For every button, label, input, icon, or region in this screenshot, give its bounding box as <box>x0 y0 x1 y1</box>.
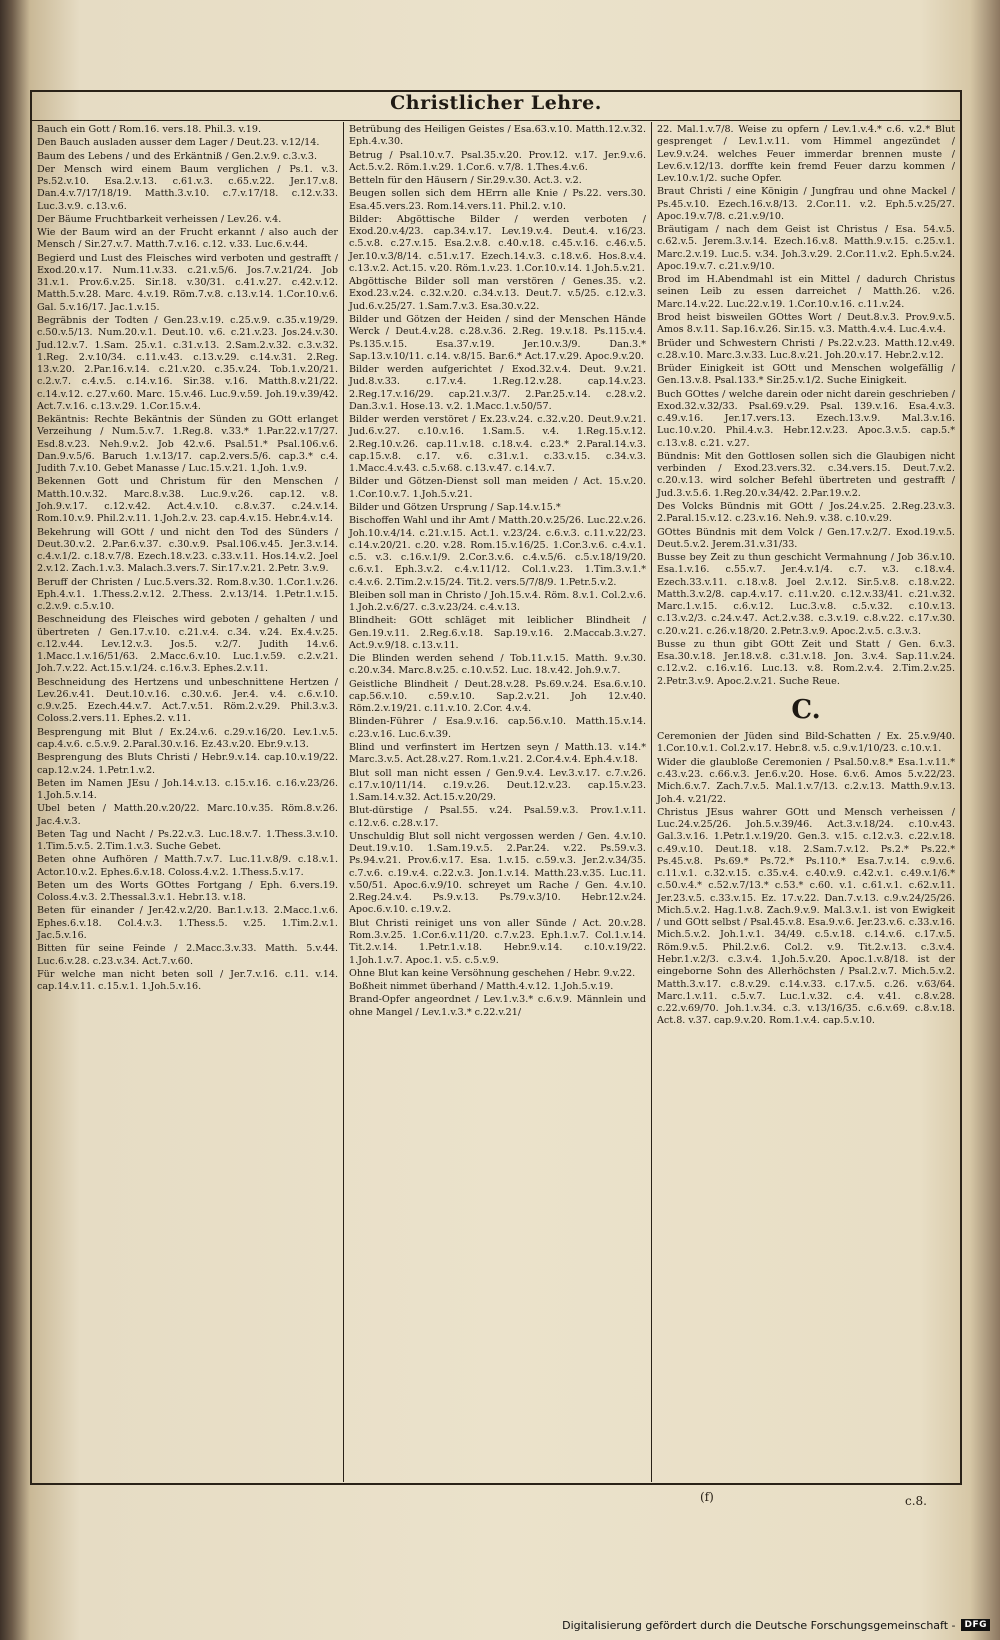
index-entry: Beten ohne Aufhören / Matth.7.v.7. Luc.11.v.8/9. c.18.v.1. Actor.10.v.2. Ephes.6.v.18. Coloss.4.v.2. 1.Thess.5.v.17. <box>37 854 338 878</box>
index-entry: Baum des Lebens / und des Erkäntniß / Gen.2.v.9. c.3.v.3. <box>37 150 317 162</box>
index-entry: Buch GOttes / welche darein oder nicht darein geschrieben / Exod.32.v.32/33. Psal.69.v.29. Psal. 139.v.16. Esa.4.v.3. c.49.v.16. Jer.17.vers.13. Ezech.13.v.9. Mal.3.v.16. Luc.10.v.20. Phil.4.v.3. Hebr.12.v.23. Apoc.3.v.5. cap.5.* c.13.v.8. c.21. v.27. <box>657 388 955 449</box>
index-entry: Braut Christi / eine Königin / Jungfrau und ohne Mackel / Ps.45.v.10. Ezech.16.v.8/13. 2.Cor.11. v.2. Eph.5.v.25/27. Apoc.19.v.7/8. c.21.v.9/10. <box>657 186 955 222</box>
signature-mark: (f) <box>700 1490 714 1504</box>
index-entry: Busse zu thun gibt GOtt Zeit und Statt / Gen. 6.v.3. Esa.30.v.18. Jer.18.v.8. c.31.v.18. Jon. 3.v.4. Sap.11.v.24. c.12.v.2. c.16.v.16. Luc.13. v.8. Rom.2.v.4. 2.Tim.2.v.25. 2.Petr.3.v.9. Apoc.2.v.21. Suche Reue. <box>657 638 955 687</box>
index-entry: Betrug / Psal.10.v.7. Psal.35.v.20. Prov.12. v.17. Jer.9.v.6. Act.5.v.2. Röm.1.v.29. 1.Cor.6. v.7/8. 1.Thes.4.v.6. <box>349 149 646 173</box>
index-entry: Der Bäume Fruchtbarkeit verheissen / Lev.26. v.4. <box>37 213 282 225</box>
index-entry: Bekäntnis: Rechte Bekäntnis der Sünden zu GOtt erlanget Verzeihung / Num.5.v.7. 1.Reg.8. v.33.* 1.Par.22.v.17/27. Esd.8.v.23. Neh.9.v.2. Job 42.v.6. Psal.51.* Psal.106.v.6. Dan.9.v.5/6. Baruch 1.v.13/17. cap.2.vers.5/6. cap.3.* c.4. Judith 7.v.10. Gebet Manasse / Luc.15.v.21. 1.Joh. 1.v.9. <box>37 414 338 475</box>
index-entry: Blut Christi reiniget uns von aller Sünde / Act. 20.v.28. Rom.3.v.25. 1.Cor.6.v.11/20. c.7.v.23. Eph.1.v.7. Col.1.v.14. Tit.2.v.14. 1.Petr.1.v.18. Hebr.9.v.14. c.10.v.19/22. 1.Joh.1.v.7. Apoc.1. v.5. c.5.v.9. <box>349 917 646 966</box>
index-entry: Brod im H.Abendmahl ist ein Mittel / dadurch Christus seinen Leib zu essen darreichet / Matth.26. v.26. Marc.14.v.22. Luc.22.v.19. 1.Cor.10.v.16. c.11.v.24. <box>657 274 955 310</box>
index-entry: Geistliche Blindheit / Deut.28.v.28. Ps.69.v.24. Esa.6.v.10. cap.56.v.10. c.59.v.10. Sap.2.v.21. Joh 12.v.40. Röm.2.v.19/21. c.11.v.10. 2.Cor. 4.v.4. <box>349 678 646 715</box>
catchword: c.8. <box>905 1494 927 1508</box>
index-entry: Bräutigam / nach dem Geist ist Christus / Esa. 54.v.5. c.62.v.5. Jerem.3.v.14. Ezech.16.v.8. Matth.9.v.15. c.25.v.1. Marc.2.v.19. Luc.5. v.34. Joh.3.v.29. 2.Cor.11.v.2. Eph.5.v.24. Apoc.19.v.7. c.21.v.9/10. <box>657 224 955 272</box>
index-entry: Brüder und Schwestern Christi / Ps.22.v.23. Matth.12.v.49. c.28.v.10. Marc.3.v.33. Luc.8.v.21. Joh.20.v.17. Hebr.2.v.12. <box>657 337 955 361</box>
index-entry: Bilder und Götzen-Dienst soll man meiden / Act. 15.v.20. 1.Cor.10.v.7. 1.Joh.5.v.21. <box>349 476 646 500</box>
dfg-logo: DFG <box>961 1619 990 1631</box>
index-entry: Beten im Namen JEsu / Joh.14.v.13. c.15.v.16. c.16.v.23/26. 1.Joh.5.v.14. <box>37 777 338 802</box>
index-entry: Besprengung des Bluts Christi / Hebr.9.v.14. cap.10.v.19/22. cap.12.v.24. 1.Petr.1.v.2. <box>37 752 338 776</box>
index-entry: Den Bauch ausladen ausser dem Lager / Deut.23. v.12/14. <box>37 137 320 149</box>
index-entry: Beugen sollen sich dem HErrn alle Knie / Ps.22. vers.30. Esa.45.vers.23. Rom.14.vers.11. Phil.2. v.10. <box>349 188 646 212</box>
index-entry: Blinden-Führer / Esa.9.v.16. cap.56.v.10. Matth.15.v.14. c.23.v.16. Luc.6.v.39. <box>349 716 646 740</box>
index-entry: Bleiben soll man in Christo / Joh.15.v.4. Röm. 8.v.1. Col.2.v.6. 1.Joh.2.v.6/27. c.3.v.23/24. c.4.v.13. <box>349 589 646 614</box>
index-entry: Blindheit: GOtt schläget mit leiblicher Blindheit / Gen.19.v.11. 2.Reg.6.v.18. Sap.19.v.16. 2.Maccab.3.v.27. Act.9.v.9/18. c.13.v.11. <box>349 615 646 651</box>
section-letter: C. <box>791 694 821 725</box>
column-left <box>32 122 344 1482</box>
column-right <box>652 122 960 1482</box>
index-entry: Betrübung des Heiligen Geistes / Esa.63.v.10. Matth.12.v.32. Eph.4.v.30. <box>349 124 646 148</box>
index-entry: Wider die glaubloße Ceremonien / Psal.50.v.8.* Esa.1.v.11.* c.43.v.23. c.66.v.3. Jer.6.v.20. Hose. 6.v.6. Amos 5.v.22/23. Mich.6.v.7. Zach.7.v.5. Mal.1.v.7/13. c.2.v.13. Matth.9.v.13. Joh.4. v.21/22. <box>657 756 955 805</box>
index-entry: Christus JEsus wahrer GOtt und Mensch verheissen / Luc.24.v.25/26. Joh.5.v.39/46. Act.3.v.18/24. c.10.v.43. Gal.3.v.16. 1.Petr.1.v.19/20. Gen.3. v.15. c.12.v.3. c.22.v.18. c.49.v.10. Deut.18. v.18. 2.Sam.7.v.12. Ps.2.* Ps.22.* Ps.45.v.8. Ps.69.* Ps.72.* Ps.110.* Esa.7.v.14. c.9.v.6. c.11.v.1. c.32.v.15. c.35.v.4. c.40.v.9. c.42.v.1. c.49.v.1/6.* c.50.v.4.* c.52.v.7/13.* c.53.* c.60. v.1. c.61.v.1. c.62.v.11. Jer.23.v.5. c.33.v.15. Ez. 17.v.22. Dan.7.v.13. c.9.v.24/25/26. Mich.5.v.2. Hag.1.v.8. Zach.9.v.9. Mal.3.v.1. ist von Ewigkeit / und GOtt selbst / Psal.45.v.8. Esa.9.v.6. Jer.23.v.6. c.33.v.16. Mich.5.v.2. Joh.1.v.1. 34/49. c.5.v.18. c.14.v.6. c.17.v.5. Röm.9.v.5. Phil.2.v.6. Col.2. v.9. Tit.2.v.13. c.3.v.4. Hebr.1.v.2/3. c.3.v.4. 1.Joh.5.v.20. Apoc.1.v.8/18. ist der eingeborne Sohn des Allerhöchsten / Psal.2.v.7. Mich.5.v.2. Matth.3.v.17. c.8.v.29. c.14.v.33. c.17.v.5. c.26. v.63/64. Marc.1.v.11. c.5.v.7. Luc.1.v.32. c.4. v.41. c.8.v.28. c.22.v.69/70. Joh.1.v.34. c.3. v.13/16/35. c.6.v.69. c.8.v.18. Act.8. v.37. cap.9.v.20. Rom.1.v.4. cap.5.v.10. <box>657 806 955 1027</box>
index-entry: Bündnis: Mit den Gottlosen sollen sich die Glaubigen nicht verbinden / Exod.23.vers.32. c.34.vers.15. Deut.7.v.2. c.20.v.13. wird solcher Befehl übertreten und gestrafft / Jud.3.v.5.6. 1.Reg.20.v.34/42. 2.Par.19.v.2. <box>657 450 955 499</box>
index-entry: Beschneidung des Hertzens und unbeschnittene Hertzen / Lev.26.v.41. Deut.10.v.16. c.30.v.6. Jer.4. v.4. c.6.v.10. c.9.v.25. Ezech.44.v.7. Act.7.v.51. Röm.2.v.29. Phil.3.v.3. Coloss.2.vers.11. Ephes.2. v.11. <box>37 676 338 725</box>
index-entry: Bilder und Götzen Ursprung / Sap.14.v.15.* <box>349 501 561 513</box>
index-entry: Unschuldig Blut soll nicht vergossen werden / Gen. 4.v.10. Deut.19.v.10. 1.Sam.19.v.5. 2.Par.24. v.22. Ps.59.v.3. Ps.94.v.21. Prov.6.v.17. Esa. 1.v.15. c.59.v.3. Jer.2.v.34/35. c.7.v.6. c.19.v.4. c.22.v.3. Jon.1.v.14. Matth.23.v.35. Luc.11. v.50/51. Apoc.6.v.9/10. schreyet um Rache / Gen. 4.v.10. 2.Reg.24.v.4. Ps.9.v.13. Ps.79.v.3/10. Hebr.12.v.24. Apoc.6.v.10. c.19.v.2. <box>349 830 646 916</box>
page-title: Christlicher Lehre. <box>30 92 962 121</box>
index-entry: Die Blinden werden sehend / Tob.11.v.15. Matth. 9.v.30. c.20.v.34. Marc.8.v.25. c.10.v.52. Luc. 18.v.42. Joh.9.v.7. <box>349 653 646 677</box>
index-entry: Brod heist bisweilen GOttes Wort / Deut.8.v.3. Prov.9.v.5. Amos 8.v.11. Sap.16.v.26. Sir.15. v.3. Matth.4.v.4. Luc.4.v.4. <box>657 311 955 336</box>
index-entry: Begierd und Lust des Fleisches wird verboten und gestrafft / Exod.20.v.17. Num.11.v.33. c.21.v.5/6. Jos.7.v.21/24. Job 31.v.1. Prov.6.v.25. Sir.18. v.30/31. c.41.v.27. c.42.v.12. Matth.5.v.28. Marc. 4.v.19. Röm.7.v.8. c.13.v.14. 1.Cor.10.v.6. Gal. 5.v.16/17. Jac.1.v.15. <box>37 252 338 313</box>
index-entry: Blind und verfinstert im Hertzen seyn / Matth.13. v.14.* Marc.3.v.5. Act.28.v.27. Rom.1.v.21. 2.Cor.4.v.4. Eph.4.v.18. <box>349 742 646 766</box>
column-middle <box>344 122 652 1482</box>
index-entry: Betteln für den Häusern / Sir.29.v.30. Act.3. v.2. <box>349 175 582 187</box>
index-entry: Blut-dürstige / Psal.55. v.24. Psal.59.v.3. Prov.1.v.11. c.12.v.6. c.28.v.17. <box>349 805 646 829</box>
index-entry: Bauch ein Gott / Rom.16. vers.18. Phil.3. v.19. <box>37 124 262 135</box>
index-entry: Abgöttische Bilder soll man verstören / Genes.35. v.2. Exod.23.v.24. c.32.v.20. c.34.v.13. Deut.7. v.5/25. c.12.v.3. Jud.6.v.25/27. 1.Sam.7.v.3. Esa.30.v.22. <box>349 276 646 312</box>
index-entry: Beten für einander / Jer.42.v.2/20. Bar.1.v.13. 2.Macc.1.v.6. Ephes.6.v.18. Col.4.v.3. 1.Thess.5. v.25. 1.Tim.2.v.1. Jac.5.v.16. <box>37 905 338 941</box>
index-entry: GOttes Bündnis mit dem Volck / Gen.17.v.2/7. Exod.19.v.5. Deut.5.v.2. Jerem.31.v.31/33. <box>657 526 955 550</box>
index-entry: Beten Tag und Nacht / Ps.22.v.3. Luc.18.v.7. 1.Thess.3.v.10. 1.Tim.5.v.5. 2.Tim.1.v.3. Suche Gebet. <box>37 828 338 853</box>
index-entry: Beschneidung des Fleisches wird geboten / gehalten / und übertreten / Gen.17.v.10. c.21.v.4. c.34. v.24. Ex.4.v.25. c.12.v.44. Lev.12.v.3. Jos.5. v.2/7. Judith 14.v.6. 1.Macc.1.v.16/51/63. 2.Macc.6.v.10. Luc.1.v.59. c.2.v.21. Joh.7.v.22. Act.15.v.1/24. c.16.v.3. Ephes.2.v.11. <box>37 614 338 675</box>
index-entry: Bilder werden verstöret / Ex.23.v.24. c.32.v.20. Deut.9.v.21. Jud.6.v.27. c.10.v.16. 1.Sam.5. v.4. 1.Reg.15.v.12. 2.Reg.10.v.26. cap.11.v.18. c.18.v.4. c.23.* 2.Paral.14.v.3. cap.15.v.8. c.17. v.6. c.31.v.1. c.33.v.15. c.34.v.3. 1.Macc.4.v.43. c.5.v.68. c.13.v.47. c.14.v.7. <box>349 414 646 475</box>
index-entry: Des Volcks Bündnis mit GOtt / Jos.24.v.25. 2.Reg.23.v.3. 2.Paral.15.v.12. c.23.v.16. Neh.9. v.38. c.10.v.29. <box>657 500 955 525</box>
index-entry: Bilder: Abgöttische Bilder / werden verboten / Exod.20.v.4/23. cap.34.v.17. Lev.19.v.4. Deut.4. v.16/23. c.5.v.8. c.27.v.15. Esa.2.v.8. c.40.v.18. c.45.v.16. c.46.v.5. Jer.10.v.3/8/14. c.51.v.17. Ezech.14.v.3. c.18.v.6. Hos.8.v.4. c.13.v.2. Act.15. v.20. Röm.1.v.23. 1.Cor.10.v.14. 1.Joh.5.v.21. <box>349 213 646 274</box>
index-entry: Ohne Blut kan keine Versöhnung geschehen / Hebr. 9.v.22. <box>349 967 636 979</box>
index-entry: Brüder Einigkeit ist GOtt und Menschen wolgefällig / Gen.13.v.8. Psal.133.* Sir.25.v.1/2. Suche Einigkeit. <box>657 363 955 387</box>
index-entry: Brand-Opfer angeordnet / Lev.1.v.3.* c.6.v.9. Männlein und ohne Mangel / Lev.1.v.3.* c.22.v.21/ <box>349 994 646 1018</box>
index-entry: 22. Mal.1.v.7/8. Weise zu opfern / Lev.1.v.4.* c.6. v.2.* Blut gesprenget / Lev.1.v.11. vom Himmel angezündet / Lev.9.v.24. welches Feuer immerdar brennen muste / Lev.6.v.12/13. dorffte kein fremd Feuer darzu kommen / Lev.10.v.1/2. suche Opfer. <box>657 124 955 185</box>
index-entry: Bilder werden aufgerichtet / Exod.32.v.4. Deut. 9.v.21. Jud.8.v.33. c.17.v.4. 1.Reg.12.v.28. cap.14.v.23. 2.Reg.17.v.16/29. cap.21.v.3/7. 2.Par.25.v.14. c.28.v.2. Dan.3.v.1. Hose.13. v.2. 1.Macc.1.v.50/57. <box>349 364 646 412</box>
index-entry: Bischoffen Wahl und ihr Amt / Matth.20.v.25/26. Luc.22.v.26. Joh.10.v.4/14. c.21.v.15. Act.1. v.23/24. c.6.v.3. c.11.v.22/23. c.14.v.20/21. c.20. v.28. Rom.15.v.16/25. 1.Cor.3.v.6. c.4.v.1. c.5. v.3. c.16.v.1/9. 2.Cor.3.v.6. c.4.v.5/6. c.5.v.18/19/20. c.6.v.1. Eph.3.v.2. c.4.v.11/12. Col.1.v.23. 1.Tim.3.v.1.* c.4.v.6. 2.Tim.2.v.15/24. Tit.2. vers.5/7/8/9. 1.Petr.5.v.2. <box>349 515 646 588</box>
index-entry: Bekennen Gott und Christum für den Menschen / Matth.10.v.32. Marc.8.v.38. Luc.9.v.26. cap.12. v.8. Joh.9.v.17. c.12.v.42. Act.4.v.10. c.8.v.37. c.24.v.14. Rom.10.v.9. Phil.2.v.11. 1.Joh.2.v. 23. cap.4.v.15. Hebr.4.v.14. <box>37 476 338 525</box>
index-entry: Bilder und Götzen der Heiden / sind der Menschen Hände Werck / Deut.4.v.28. c.28.v.36. 2.Reg. 19.v.18. Ps.115.v.4. Ps.135.v.15. Esa.37.v.19. Jer.10.v.3/9. Dan.3.* Sap.13.v.10/11. c.14. v.8/15. Bar.6.* Act.17.v.29. Apoc.9.v.20. <box>349 313 646 362</box>
index-entry: Bekehrung will GOtt / und nicht den Tod des Sünders / Deut.30.v.2. 2.Par.6.v.37. c.30.v.9. Psal.106.v.45. Jer.3.v.14. c.4.v.1/2. c.18.v.7/8. Ezech.18.v.23. c.33.v.11. Hos.14.v.2. Joel 2.v.12. Zach.1.v.3. Malach.3.vers.7. Sir.17.v.21. 2.Petr. 3.v.9. <box>37 526 338 575</box>
index-entry: Bitten für seine Feinde / 2.Macc.3.v.33. Matth. 5.v.44. Luc.6.v.28. c.23.v.34. Act.7.v.60. <box>37 943 338 967</box>
index-entry: Blut soll man nicht essen / Gen.9.v.4. Lev.3.v.17. c.7.v.26. c.17.v.10/11/14. c.19.v.26. Deut.12.v.23. cap.15.v.23. 1.Sam.14.v.32. Act.15.v.20/29. <box>349 767 646 804</box>
index-entry: Wie der Baum wird an der Frucht erkannt / also auch der Mensch / Sir.27.v.7. Matth.7.v.16. c.12. v.33. Luc.6.v.44. <box>37 227 338 251</box>
digitization-footer <box>500 1617 990 1633</box>
index-entry: Begräbnis der Todten / Gen.23.v.19. c.25.v.9. c.35.v.19/29. c.50.v.5/13. Num.20.v.1. Deut.10. v.6. c.21.v.23. Jos.24.v.30. Jud.12.v.7. 1.Sam. 25.v.1. c.31.v.13. 2.Sam.2.v.32. c.3.v.32. 1.Reg. 2.v.10/34. c.11.v.43. c.13.v.29. c.14.v.31. 2.Reg. 13.v.20. 2.Par.16.v.14. c.21.v.20. c.35.v.24. Tob.1.v.20/21. c.2.v.7. c.4.v.5. c.14.v.16. Sir.38. v.16. Matth.8.v.21/22. c.14.v.12. c.27.v.60. Marc. 15.v.46. Luc.9.v.59. Joh.19.v.39/42. Act.7.v.16. c.13.v.29. 1.Cor.15.v.4. <box>37 314 338 412</box>
index-entry: Der Mensch wird einem Baum verglichen / Ps.1. v.3. Ps.52.v.10. Esa.2.v.13. c.61.v.3. c.65.v.22. Jer.17.v.8. Dan.4.v.7/17/18/19. Matth.3.v.10. c.7.v.17/18. c.12.v.33. Luc.3.v.9. c.13.v.6. <box>37 163 338 212</box>
footer-text: Digitalisierung gefördert durch die Deutsche Forschungsgemeinschaft - <box>562 1618 956 1632</box>
index-entry: Ceremonien der Jüden sind Bild-Schatten / Ex. 25.v.9/40. 1.Cor.10.v.1. Col.2.v.17. Hebr.8. v.5. c.9.v.1/10/23. c.10.v.1. <box>657 731 955 755</box>
index-entry: Busse bey Zeit zu thun geschicht Vermahnung / Job 36.v.10. Esa.1.v.16. c.55.v.7. Jer.4.v.1/4. c.7. v.3. c.18.v.4. Ezech.33.v.11. c.18.v.8. Joel 2.v.12. Sir.5.v.8. c.18.v.22. Matth.3.v.2/8. cap.4.v.17. c.11.v.20. c.12.v.33/41. c.21.v.32. Marc.1.v.15. c.6.v.12. Luc.3.v.8. c.5.v.32. c.10.v.13. c.13.v.2/3. c.24.v.47. Act.2.v.38. c.3.v.19. c.8.v.22. c.17.v.30. c.20.v.21. c.26.v.18/20. 2.Petr.3.v.9. Apoc.2.v.5. c.3.v.3. <box>657 552 955 637</box>
index-entry: Boßheit nimmet überhand / Matth.4.v.12. 1.Joh.5.v.19. <box>349 981 614 993</box>
index-entry: Beruff der Christen / Luc.5.vers.32. Rom.8.v.30. 1.Cor.1.v.26. Eph.4.v.1. 1.Thess.2.v.12. 2.Thess. 2.v.13/14. 1.Petr.1.v.15. c.2.v.9. c.5.v.10. <box>37 576 338 613</box>
index-entry: Für welche man nicht beten soll / Jer.7.v.16. c.11. v.14. cap.14.v.11. c.15.v.1. 1.Joh.5.v.16. <box>37 968 338 993</box>
index-entry: Besprengung mit Blut / Ex.24.v.6. c.29.v.16/20. Lev.1.v.5. cap.4.v.6. c.5.v.9. 2.Paral.30.v.16. Ez.43.v.20. Ebr.9.v.13. <box>37 726 338 751</box>
index-entry: Beten um des Worts GOttes Fortgang / Eph. 6.vers.19. Coloss.4.v.3. 2.Thessal.3.v.1. Hebr.13. v.18. <box>37 879 338 904</box>
index-entry: Ubel beten / Matth.20.v.20/22. Marc.10.v.35. Röm.8.v.26. Jac.4.v.3. <box>37 803 338 827</box>
